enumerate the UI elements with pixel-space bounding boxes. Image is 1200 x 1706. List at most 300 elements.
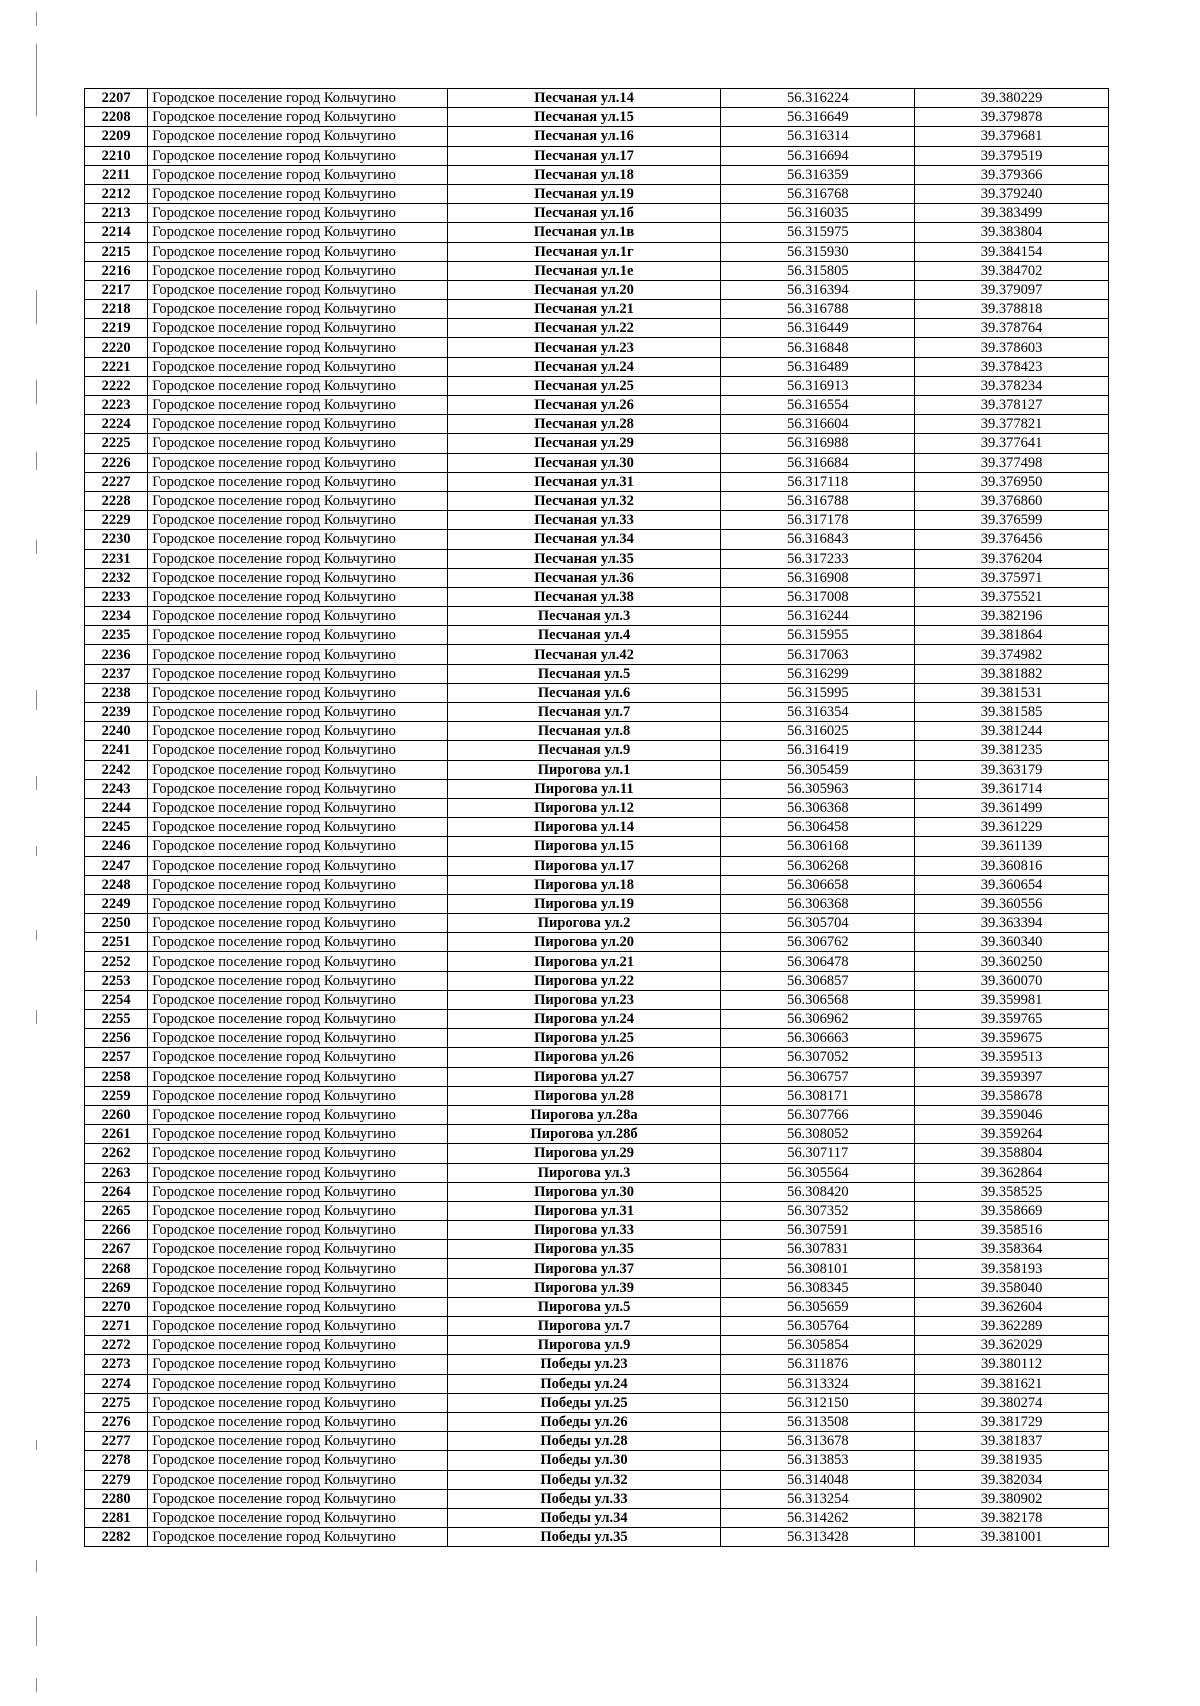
street-address: Пирогова ул.27 <box>447 1067 721 1086</box>
longitude: 39.379681 <box>915 127 1109 146</box>
row-number: 2212 <box>85 184 148 203</box>
row-number: 2225 <box>85 434 148 453</box>
settlement-name: Городское поселение город Кольчугино <box>148 664 448 683</box>
settlement-name: Городское поселение город Кольчугино <box>148 1374 448 1393</box>
settlement-name: Городское поселение город Кольчугино <box>148 549 448 568</box>
settlement-name: Городское поселение город Кольчугино <box>148 280 448 299</box>
street-address: Песчаная ул.7 <box>447 703 721 722</box>
street-address: Песчаная ул.1в <box>447 223 721 242</box>
street-address: Пирогова ул.21 <box>447 952 721 971</box>
settlement-name: Городское поселение город Кольчугино <box>148 1240 448 1259</box>
latitude: 56.316988 <box>721 434 915 453</box>
row-number: 2235 <box>85 626 148 645</box>
longitude: 39.378764 <box>915 319 1109 338</box>
longitude: 39.363394 <box>915 914 1109 933</box>
longitude: 39.382034 <box>915 1470 1109 1489</box>
longitude: 39.362289 <box>915 1317 1109 1336</box>
row-number: 2208 <box>85 108 148 127</box>
longitude: 39.358804 <box>915 1144 1109 1163</box>
street-address: Пирогова ул.33 <box>447 1221 721 1240</box>
latitude: 56.316768 <box>721 184 915 203</box>
latitude: 56.316314 <box>721 127 915 146</box>
scan-mark <box>36 1440 37 1450</box>
row-number: 2242 <box>85 760 148 779</box>
table-row <box>85 511 1109 530</box>
row-number: 2231 <box>85 549 148 568</box>
longitude: 39.360556 <box>915 894 1109 913</box>
street-address: Песчаная ул.29 <box>447 434 721 453</box>
longitude: 39.379878 <box>915 108 1109 127</box>
settlement-name: Городское поселение город Кольчугино <box>148 1259 448 1278</box>
row-number: 2219 <box>85 319 148 338</box>
settlement-name: Городское поселение город Кольчугино <box>148 338 448 357</box>
row-number: 2245 <box>85 818 148 837</box>
latitude: 56.317118 <box>721 472 915 491</box>
longitude: 39.380112 <box>915 1355 1109 1374</box>
table-row <box>85 1393 1109 1412</box>
latitude: 56.315930 <box>721 242 915 261</box>
settlement-name: Городское поселение город Кольчугино <box>148 1067 448 1086</box>
settlement-name: Городское поселение город Кольчугино <box>148 530 448 549</box>
settlement-name: Городское поселение город Кольчугино <box>148 1470 448 1489</box>
latitude: 56.306458 <box>721 818 915 837</box>
settlement-name: Городское поселение город Кольчугино <box>148 1528 448 1547</box>
street-address: Песчаная ул.3 <box>447 607 721 626</box>
settlement-name: Городское поселение город Кольчугино <box>148 1336 448 1355</box>
longitude: 39.360250 <box>915 952 1109 971</box>
table-row <box>85 933 1109 952</box>
longitude: 39.358193 <box>915 1259 1109 1278</box>
street-address: Песчаная ул.1г <box>447 242 721 261</box>
street-address: Пирогова ул.14 <box>447 818 721 837</box>
latitude: 56.315955 <box>721 626 915 645</box>
table-row <box>85 1489 1109 1508</box>
table-row <box>85 914 1109 933</box>
longitude: 39.381837 <box>915 1432 1109 1451</box>
latitude: 56.313254 <box>721 1489 915 1508</box>
table-row <box>85 990 1109 1009</box>
street-address: Песчаная ул.33 <box>447 511 721 530</box>
street-address: Песчаная ул.36 <box>447 568 721 587</box>
scan-mark <box>36 690 37 710</box>
settlement-name: Городское поселение город Кольчугино <box>148 242 448 261</box>
settlement-name: Городское поселение город Кольчугино <box>148 1393 448 1412</box>
settlement-name: Городское поселение город Кольчугино <box>148 587 448 606</box>
table-body <box>85 89 1109 1547</box>
latitude: 56.316035 <box>721 204 915 223</box>
table-row <box>85 1336 1109 1355</box>
settlement-name: Городское поселение город Кольчугино <box>148 1451 448 1470</box>
settlement-name: Городское поселение город Кольчугино <box>148 1048 448 1067</box>
table-row <box>85 856 1109 875</box>
row-number: 2244 <box>85 798 148 817</box>
row-number: 2233 <box>85 587 148 606</box>
street-address: Песчаная ул.14 <box>447 89 721 108</box>
latitude: 56.316554 <box>721 396 915 415</box>
table-row <box>85 1470 1109 1489</box>
latitude: 56.316244 <box>721 607 915 626</box>
longitude: 39.358678 <box>915 1086 1109 1105</box>
latitude: 56.316419 <box>721 741 915 760</box>
street-address: Песчаная ул.19 <box>447 184 721 203</box>
row-number: 2247 <box>85 856 148 875</box>
street-address: Песчаная ул.8 <box>447 722 721 741</box>
settlement-name: Городское поселение город Кольчугино <box>148 703 448 722</box>
street-address: Победы ул.32 <box>447 1470 721 1489</box>
longitude: 39.376204 <box>915 549 1109 568</box>
row-number: 2273 <box>85 1355 148 1374</box>
latitude: 56.316489 <box>721 357 915 376</box>
longitude: 39.381864 <box>915 626 1109 645</box>
longitude: 39.359264 <box>915 1125 1109 1144</box>
table-row <box>85 1374 1109 1393</box>
latitude: 56.306368 <box>721 894 915 913</box>
table-row <box>85 1221 1109 1240</box>
scan-mark <box>36 380 37 404</box>
street-address: Песчаная ул.15 <box>447 108 721 127</box>
latitude: 56.307591 <box>721 1221 915 1240</box>
row-number: 2216 <box>85 261 148 280</box>
table-row <box>85 1451 1109 1470</box>
street-address: Песчаная ул.9 <box>447 741 721 760</box>
street-address: Песчаная ул.5 <box>447 664 721 683</box>
row-number: 2237 <box>85 664 148 683</box>
street-address: Песчаная ул.21 <box>447 300 721 319</box>
longitude: 39.376599 <box>915 511 1109 530</box>
latitude: 56.316848 <box>721 338 915 357</box>
row-number: 2277 <box>85 1432 148 1451</box>
longitude: 39.362604 <box>915 1297 1109 1316</box>
settlement-name: Городское поселение город Кольчугино <box>148 376 448 395</box>
street-address: Победы ул.35 <box>447 1528 721 1547</box>
row-number: 2276 <box>85 1412 148 1431</box>
settlement-name: Городское поселение город Кольчугино <box>148 952 448 971</box>
table-row <box>85 204 1109 223</box>
longitude: 39.378234 <box>915 376 1109 395</box>
longitude: 39.358040 <box>915 1278 1109 1297</box>
row-number: 2272 <box>85 1336 148 1355</box>
longitude: 39.381001 <box>915 1528 1109 1547</box>
row-number: 2218 <box>85 300 148 319</box>
row-number: 2209 <box>85 127 148 146</box>
table-row <box>85 1048 1109 1067</box>
row-number: 2251 <box>85 933 148 952</box>
settlement-name: Городское поселение город Кольчугино <box>148 741 448 760</box>
latitude: 56.306757 <box>721 1067 915 1086</box>
longitude: 39.359981 <box>915 990 1109 1009</box>
scan-mark <box>36 930 37 940</box>
row-number: 2213 <box>85 204 148 223</box>
table-row <box>85 1412 1109 1431</box>
settlement-name: Городское поселение город Кольчугино <box>148 1105 448 1124</box>
row-number: 2243 <box>85 779 148 798</box>
latitude: 56.305764 <box>721 1317 915 1336</box>
latitude: 56.306857 <box>721 971 915 990</box>
settlement-name: Городское поселение город Кольчугино <box>148 204 448 223</box>
street-address: Пирогова ул.19 <box>447 894 721 913</box>
settlement-name: Городское поселение город Кольчугино <box>148 607 448 626</box>
settlement-name: Городское поселение город Кольчугино <box>148 779 448 798</box>
latitude: 56.307766 <box>721 1105 915 1124</box>
row-number: 2252 <box>85 952 148 971</box>
scan-mark <box>36 1616 37 1646</box>
longitude: 39.380229 <box>915 89 1109 108</box>
longitude: 39.378423 <box>915 357 1109 376</box>
row-number: 2268 <box>85 1259 148 1278</box>
table-row <box>85 875 1109 894</box>
row-number: 2278 <box>85 1451 148 1470</box>
table-row <box>85 280 1109 299</box>
latitude: 56.306268 <box>721 856 915 875</box>
table-row <box>85 338 1109 357</box>
latitude: 56.316913 <box>721 376 915 395</box>
settlement-name: Городское поселение город Кольчугино <box>148 396 448 415</box>
latitude: 56.313678 <box>721 1432 915 1451</box>
table-row <box>85 1528 1109 1547</box>
latitude: 56.315995 <box>721 683 915 702</box>
settlement-name: Городское поселение город Кольчугино <box>148 319 448 338</box>
street-address: Пирогова ул.31 <box>447 1201 721 1220</box>
scan-mark <box>36 776 37 790</box>
street-address: Песчаная ул.38 <box>447 587 721 606</box>
latitude: 56.313508 <box>721 1412 915 1431</box>
table-row <box>85 607 1109 626</box>
latitude: 56.317063 <box>721 645 915 664</box>
row-number: 2271 <box>85 1317 148 1336</box>
latitude: 56.315805 <box>721 261 915 280</box>
latitude: 56.306368 <box>721 798 915 817</box>
longitude: 39.361714 <box>915 779 1109 798</box>
latitude: 56.305564 <box>721 1163 915 1182</box>
longitude: 39.375521 <box>915 587 1109 606</box>
table-row <box>85 108 1109 127</box>
longitude: 39.358525 <box>915 1182 1109 1201</box>
settlement-name: Городское поселение город Кольчугино <box>148 875 448 894</box>
street-address: Пирогова ул.7 <box>447 1317 721 1336</box>
street-address: Пирогова ул.9 <box>447 1336 721 1355</box>
street-address: Песчаная ул.20 <box>447 280 721 299</box>
settlement-name: Городское поселение город Кольчугино <box>148 933 448 952</box>
latitude: 56.305704 <box>721 914 915 933</box>
settlement-name: Городское поселение город Кольчугино <box>148 1086 448 1105</box>
latitude: 56.314048 <box>721 1470 915 1489</box>
row-number: 2257 <box>85 1048 148 1067</box>
settlement-name: Городское поселение город Кольчугино <box>148 1144 448 1163</box>
street-address: Пирогова ул.26 <box>447 1048 721 1067</box>
table-row <box>85 952 1109 971</box>
latitude: 56.316394 <box>721 280 915 299</box>
table-row <box>85 165 1109 184</box>
latitude: 56.316604 <box>721 415 915 434</box>
row-number: 2236 <box>85 645 148 664</box>
street-address: Песчаная ул.30 <box>447 453 721 472</box>
street-address: Победы ул.30 <box>447 1451 721 1470</box>
table-row <box>85 1259 1109 1278</box>
street-address: Пирогова ул.11 <box>447 779 721 798</box>
address-coordinates-table <box>84 88 1109 1547</box>
longitude: 39.360654 <box>915 875 1109 894</box>
table-row <box>85 146 1109 165</box>
table-row <box>85 1144 1109 1163</box>
latitude: 56.312150 <box>721 1393 915 1412</box>
latitude: 56.307052 <box>721 1048 915 1067</box>
row-number: 2241 <box>85 741 148 760</box>
longitude: 39.360816 <box>915 856 1109 875</box>
settlement-name: Городское поселение город Кольчугино <box>148 127 448 146</box>
table-row <box>85 1010 1109 1029</box>
row-number: 2246 <box>85 837 148 856</box>
table-row <box>85 223 1109 242</box>
street-address: Песчаная ул.4 <box>447 626 721 645</box>
row-number: 2227 <box>85 472 148 491</box>
row-number: 2250 <box>85 914 148 933</box>
table-row <box>85 127 1109 146</box>
row-number: 2221 <box>85 357 148 376</box>
table-row <box>85 1432 1109 1451</box>
street-address: Песчаная ул.34 <box>447 530 721 549</box>
longitude: 39.363179 <box>915 760 1109 779</box>
longitude: 39.358516 <box>915 1221 1109 1240</box>
longitude: 39.360070 <box>915 971 1109 990</box>
latitude: 56.316694 <box>721 146 915 165</box>
longitude: 39.379519 <box>915 146 1109 165</box>
street-address: Пирогова ул.18 <box>447 875 721 894</box>
table-row <box>85 1029 1109 1048</box>
longitude: 39.378127 <box>915 396 1109 415</box>
row-number: 2264 <box>85 1182 148 1201</box>
longitude: 39.359675 <box>915 1029 1109 1048</box>
scan-mark <box>36 44 37 116</box>
table-row <box>85 779 1109 798</box>
settlement-name: Городское поселение город Кольчугино <box>148 300 448 319</box>
street-address: Пирогова ул.12 <box>447 798 721 817</box>
street-address: Песчаная ул.24 <box>447 357 721 376</box>
table-row <box>85 1240 1109 1259</box>
table-row <box>85 760 1109 779</box>
row-number: 2282 <box>85 1528 148 1547</box>
settlement-name: Городское поселение город Кольчугино <box>148 1029 448 1048</box>
street-address: Победы ул.33 <box>447 1489 721 1508</box>
table-row <box>85 1105 1109 1124</box>
settlement-name: Городское поселение город Кольчугино <box>148 1125 448 1144</box>
row-number: 2274 <box>85 1374 148 1393</box>
settlement-name: Городское поселение город Кольчугино <box>148 1489 448 1508</box>
settlement-name: Городское поселение город Кольчугино <box>148 184 448 203</box>
table-row <box>85 396 1109 415</box>
table-row <box>85 664 1109 683</box>
street-address: Пирогова ул.35 <box>447 1240 721 1259</box>
longitude: 39.361499 <box>915 798 1109 817</box>
settlement-name: Городское поселение город Кольчугино <box>148 568 448 587</box>
table-row <box>85 1163 1109 1182</box>
row-number: 2240 <box>85 722 148 741</box>
street-address: Песчаная ул.26 <box>447 396 721 415</box>
longitude: 39.360340 <box>915 933 1109 952</box>
street-address: Пирогова ул.24 <box>447 1010 721 1029</box>
row-number: 2211 <box>85 165 148 184</box>
street-address: Пирогова ул.28б <box>447 1125 721 1144</box>
street-address: Пирогова ул.23 <box>447 990 721 1009</box>
latitude: 56.308171 <box>721 1086 915 1105</box>
row-number: 2270 <box>85 1297 148 1316</box>
street-address: Песчаная ул.16 <box>447 127 721 146</box>
settlement-name: Городское поселение город Кольчугино <box>148 1221 448 1240</box>
latitude: 56.306663 <box>721 1029 915 1048</box>
street-address: Песчаная ул.31 <box>447 472 721 491</box>
row-number: 2256 <box>85 1029 148 1048</box>
table-row <box>85 184 1109 203</box>
settlement-name: Городское поселение город Кольчугино <box>148 223 448 242</box>
longitude: 39.381935 <box>915 1451 1109 1470</box>
longitude: 39.361139 <box>915 837 1109 856</box>
row-number: 2280 <box>85 1489 148 1508</box>
latitude: 56.306762 <box>721 933 915 952</box>
row-number: 2238 <box>85 683 148 702</box>
street-address: Песчаная ул.23 <box>447 338 721 357</box>
latitude: 56.316649 <box>721 108 915 127</box>
settlement-name: Городское поселение город Кольчугино <box>148 1278 448 1297</box>
settlement-name: Городское поселение город Кольчугино <box>148 146 448 165</box>
latitude: 56.316299 <box>721 664 915 683</box>
table-row <box>85 818 1109 837</box>
row-number: 2215 <box>85 242 148 261</box>
table-row <box>85 894 1109 913</box>
latitude: 56.311876 <box>721 1355 915 1374</box>
latitude: 56.316788 <box>721 300 915 319</box>
longitude: 39.375971 <box>915 568 1109 587</box>
scan-margin-marks <box>36 0 56 1706</box>
row-number: 2226 <box>85 453 148 472</box>
longitude: 39.381244 <box>915 722 1109 741</box>
table-row <box>85 587 1109 606</box>
settlement-name: Городское поселение город Кольчугино <box>148 914 448 933</box>
settlement-name: Городское поселение город Кольчугино <box>148 415 448 434</box>
row-number: 2220 <box>85 338 148 357</box>
latitude: 56.306168 <box>721 837 915 856</box>
street-address: Победы ул.26 <box>447 1412 721 1431</box>
longitude: 39.362864 <box>915 1163 1109 1182</box>
settlement-name: Городское поселение город Кольчугино <box>148 472 448 491</box>
scan-mark <box>36 1678 37 1692</box>
table-row <box>85 1278 1109 1297</box>
street-address: Пирогова ул.15 <box>447 837 721 856</box>
longitude: 39.380902 <box>915 1489 1109 1508</box>
row-number: 2279 <box>85 1470 148 1489</box>
street-address: Пирогова ул.28а <box>447 1105 721 1124</box>
settlement-name: Городское поселение город Кольчугино <box>148 165 448 184</box>
longitude: 39.381235 <box>915 741 1109 760</box>
latitude: 56.315975 <box>721 223 915 242</box>
row-number: 2260 <box>85 1105 148 1124</box>
longitude: 39.377498 <box>915 453 1109 472</box>
settlement-name: Городское поселение город Кольчугино <box>148 837 448 856</box>
row-number: 2262 <box>85 1144 148 1163</box>
latitude: 56.316908 <box>721 568 915 587</box>
row-number: 2207 <box>85 89 148 108</box>
latitude: 56.317233 <box>721 549 915 568</box>
row-number: 2258 <box>85 1067 148 1086</box>
table-row <box>85 741 1109 760</box>
street-address: Песчаная ул.22 <box>447 319 721 338</box>
settlement-name: Городское поселение город Кольчугино <box>148 818 448 837</box>
row-number: 2210 <box>85 146 148 165</box>
street-address: Победы ул.25 <box>447 1393 721 1412</box>
table-row <box>85 357 1109 376</box>
longitude: 39.379366 <box>915 165 1109 184</box>
longitude: 39.359513 <box>915 1048 1109 1067</box>
latitude: 56.316354 <box>721 703 915 722</box>
street-address: Пирогова ул.30 <box>447 1182 721 1201</box>
